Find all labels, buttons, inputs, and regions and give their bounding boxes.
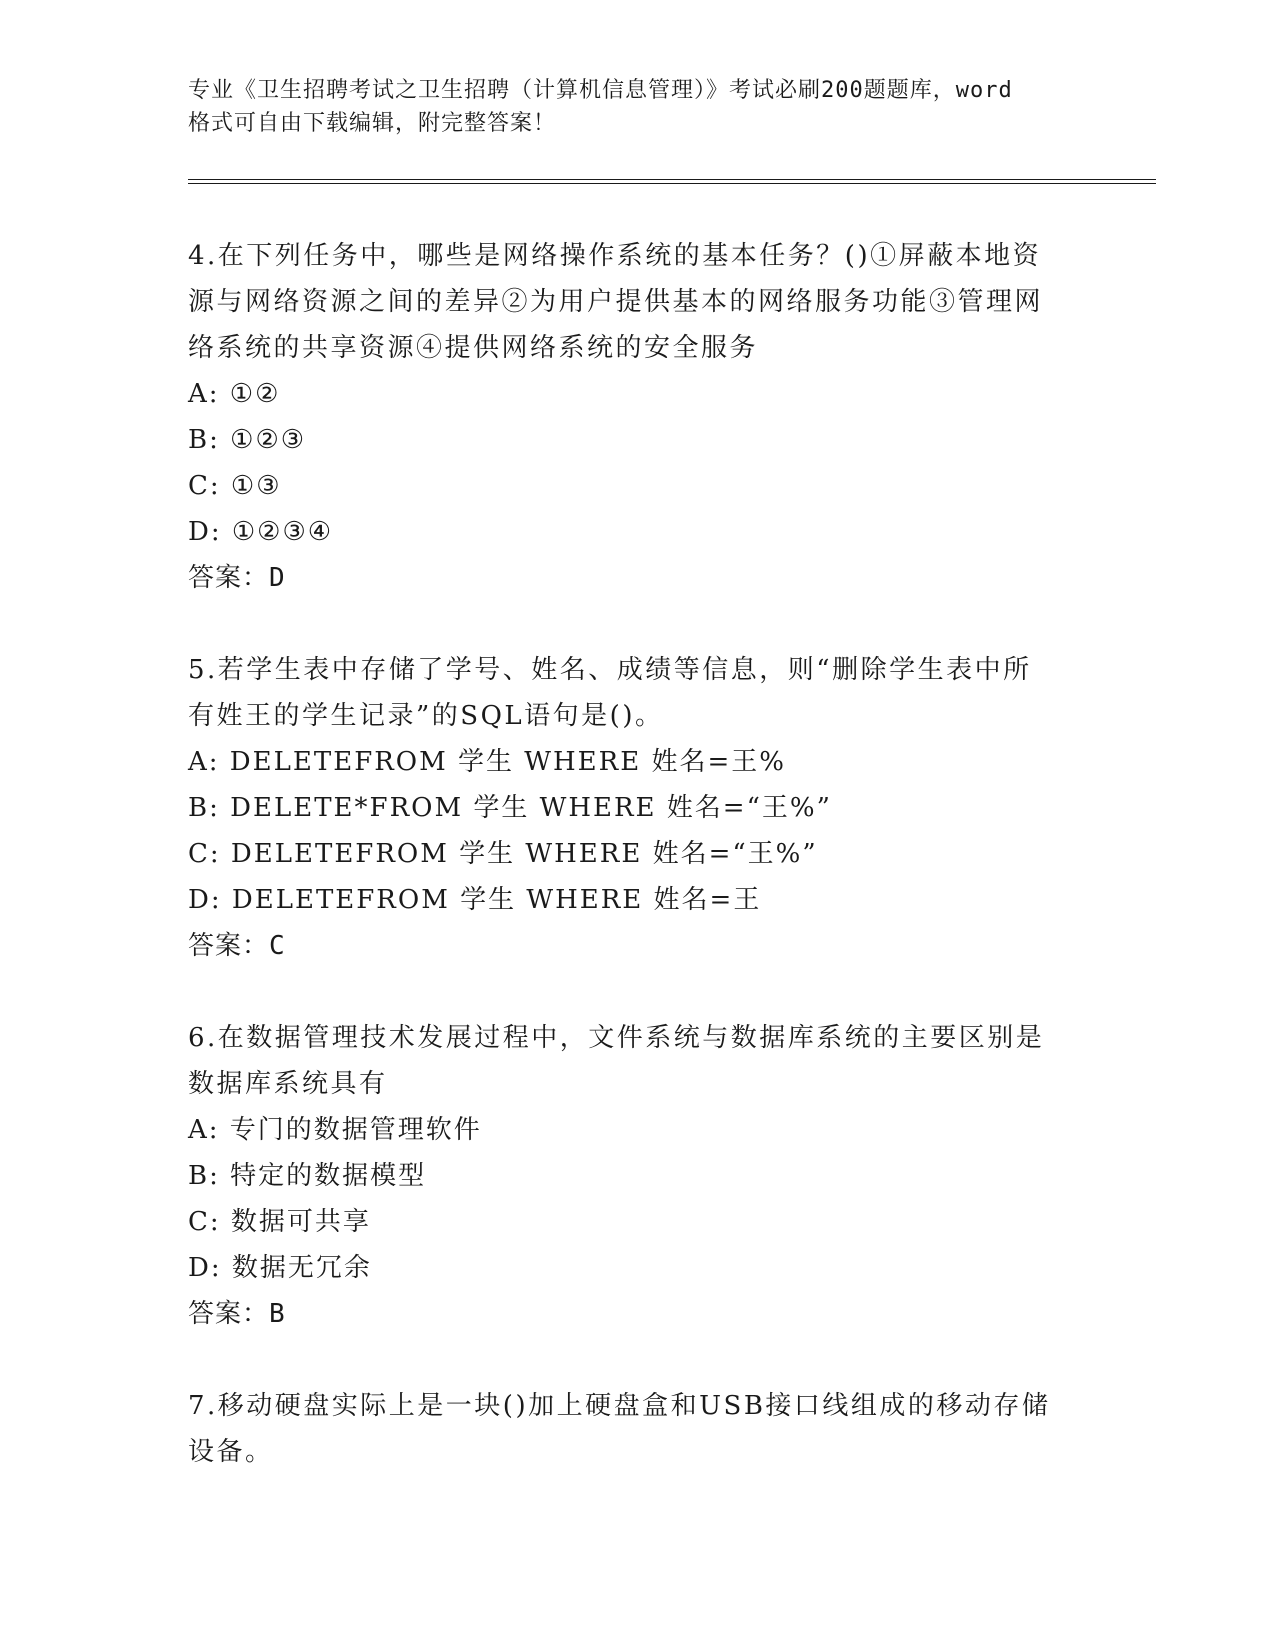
stem-line: 7.移动硬盘实际上是一块()加上硬盘盒和USB接口线组成的移动存储 xyxy=(188,1391,1051,1421)
option-d: D: ①②③④ xyxy=(188,517,334,547)
option-c: C: ①③ xyxy=(188,471,282,501)
question-4 xyxy=(188,233,1068,601)
option-b: B: 特定的数据模型 xyxy=(188,1161,427,1191)
option-a: A: DELETEFROM 学生 WHERE 姓名=王% xyxy=(188,747,786,777)
option-b: B: ①②③ xyxy=(188,425,307,455)
header-line-1: 专业《卫生招聘考试之卫生招聘（计算机信息管理）》考试必刷200题题库，word xyxy=(188,78,1013,103)
question-5 xyxy=(188,647,1068,969)
header-divider xyxy=(188,179,1156,184)
stem-line: 络系统的共享资源④提供网络系统的安全服务 xyxy=(188,333,759,363)
question-stem xyxy=(188,1383,1068,1475)
stem-line: 设备。 xyxy=(188,1437,274,1467)
stem-line: 源与网络资源之间的差异②为用户提供基本的网络服务功能③管理网 xyxy=(188,287,1044,317)
option-c: C: 数据可共享 xyxy=(188,1207,371,1237)
header-line-2: 格式可自由下载编辑，附完整答案！ xyxy=(188,111,557,136)
answer-label: 答案：B xyxy=(188,1299,286,1329)
question-stem xyxy=(188,1015,1068,1107)
stem-line: 5.若学生表中存储了学号、姓名、成绩等信息，则“删除学生表中所 xyxy=(188,655,1032,685)
answer-label: 答案：D xyxy=(188,563,286,593)
question-list xyxy=(188,233,1068,1521)
stem-line: 4.在下列任务中，哪些是网络操作系统的基本任务？()①屏蔽本地资 xyxy=(188,241,1042,271)
option-a: A: 专门的数据管理软件 xyxy=(188,1115,482,1145)
answer-label: 答案：C xyxy=(188,931,286,961)
option-c: C: DELETEFROM 学生 WHERE 姓名=“王%” xyxy=(188,839,818,869)
question-stem xyxy=(188,233,1068,371)
question-7 xyxy=(188,1383,1068,1475)
stem-line: 6.在数据管理技术发展过程中，文件系统与数据库系统的主要区别是 xyxy=(188,1023,1045,1053)
option-d: D: 数据无冗余 xyxy=(188,1253,372,1283)
option-d: D: DELETEFROM 学生 WHERE 姓名=王 xyxy=(188,885,762,915)
document-header xyxy=(188,74,1088,140)
question-6 xyxy=(188,1015,1068,1337)
stem-line: 有姓王的学生记录”的SQL语句是()。 xyxy=(188,701,664,731)
option-b: B: DELETE*FROM 学生 WHERE 姓名=“王%” xyxy=(188,793,832,823)
option-a: A: ①② xyxy=(188,379,281,409)
stem-line: 数据库系统具有 xyxy=(188,1069,388,1099)
question-stem xyxy=(188,647,1068,739)
